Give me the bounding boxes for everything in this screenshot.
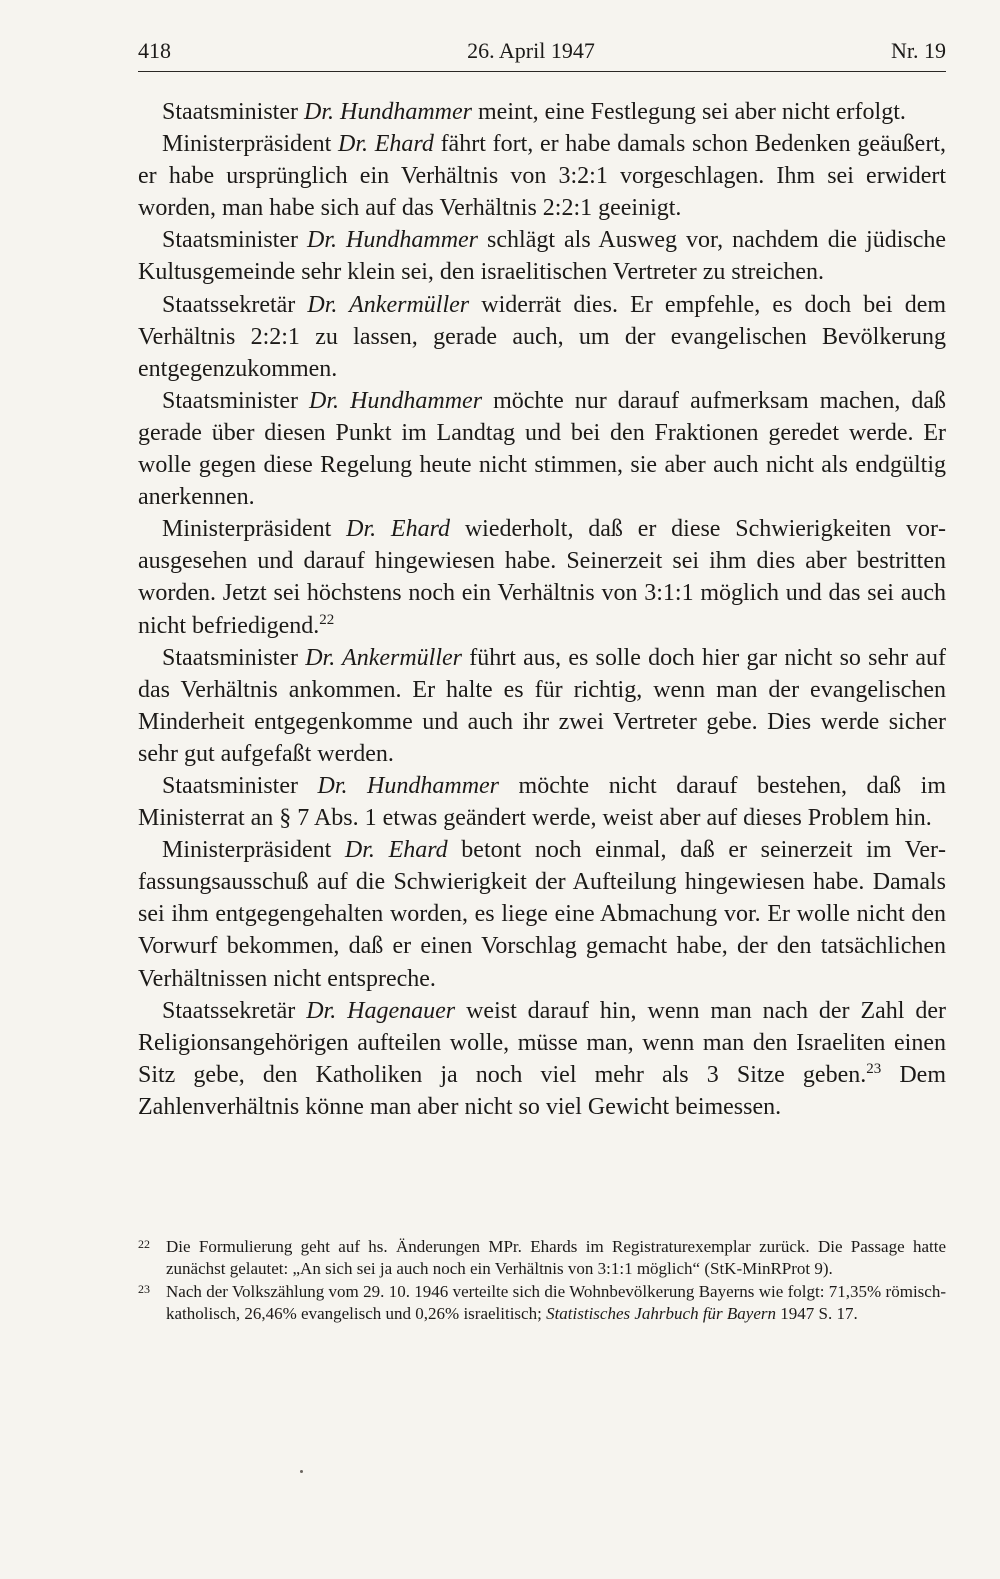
paragraph	[138, 513, 946, 641]
speaker-title: Dr.	[307, 227, 347, 254]
speaker-title: Dr.	[317, 772, 368, 799]
paragraph-text: widerrät dies. Er empfehle, es doch bei dem Verhältnis 2:2:1 zu lassen, gerade auch, um der evangelischen Bevölkerung entgegenzukommen.	[138, 291, 947, 382]
running-header	[138, 38, 946, 72]
paragraph-text: meint, eine Festlegung sei aber nicht erfolgt.	[472, 99, 906, 125]
paragraph-text: schlägt als Ausweg vor, nachdem die jüdische Kultusgemeinde sehr klein sei, den israelitischen Vertreter zu streichen.	[138, 227, 947, 286]
footnote-text: Die Formulierung geht auf hs. Änderungen MPr. Ehards im Registraturexemplar zurück. Die Passage hatte zunächst gelautet: „An sich sei ja auch noch ein Verhältnis von 3:1:1 möglich“ (StK-MinRProt 9).	[166, 1237, 946, 1279]
speaker-title: Dr.	[338, 131, 375, 158]
paragraph	[138, 642, 946, 770]
speaker-name: Hundhammer	[340, 99, 472, 125]
footnote-citation-title: Statistisches Jahrbuch für Bayern	[546, 1304, 777, 1324]
speaker-role: Staatsminister	[162, 644, 306, 671]
speaker-name: Ankermüller	[349, 291, 470, 318]
header-rule	[138, 71, 946, 72]
speaker-title: Dr.	[305, 644, 343, 671]
header-date: 26. April 1947	[467, 38, 595, 63]
paragraph	[138, 834, 946, 994]
speaker-title: Dr.	[306, 997, 348, 1024]
speaker-title: Dr.	[303, 99, 340, 125]
speaker-title: Dr.	[309, 387, 351, 414]
page-speck	[300, 1470, 303, 1473]
speaker-name: Ehard	[390, 516, 451, 543]
speaker-role: Staatsminister	[162, 772, 318, 799]
speaker-name: Hundhammer	[350, 387, 483, 414]
speaker-name: Hundhammer	[367, 772, 500, 799]
footnote-number: 22	[138, 1237, 150, 1251]
speaker-name: Ehard	[388, 837, 448, 864]
footnote-text: Nach der Volkszählung vom 29. 10. 1946 verteilte sich die Wohnbevölkerung Bayerns wie folgt: 71,35% römisch-katholisch, 26,46% evangelisch und 0,26% israelitisch;	[166, 1281, 946, 1324]
footnote-text: 1947 S. 17.	[776, 1304, 858, 1324]
paragraph	[138, 385, 946, 513]
speaker-role: Staatssekretär	[162, 997, 307, 1024]
paragraph	[138, 224, 946, 288]
speaker-role: Staatsminister	[162, 99, 304, 125]
main-text	[138, 96, 946, 1123]
speaker-role: Staatsminister	[162, 387, 310, 414]
footnote	[138, 1281, 946, 1326]
paragraph-text: möchte nur darauf aufmerksam machen, daß gerade über diesen Punkt im Landtag und bei den Fraktionen geredet werde. Er wolle gegen diese Regelung heute nicht stimmen, sie aber auch nicht als endgültig anerkennen.	[138, 387, 947, 511]
footnote-reference[interactable]: 22	[319, 611, 335, 628]
speaker-title: Dr.	[346, 516, 391, 543]
paragraph	[138, 96, 946, 128]
footnote-reference[interactable]: 23	[866, 1060, 882, 1077]
paragraph	[138, 128, 946, 224]
paragraph-text: führt aus, es solle doch hier gar nicht so sehr auf das Verhältnis ankommen. Er halte es für richtig, wenn man der evangelischen Minderheit entgegenkomme und auch ihr zwei Vertreter gebe. Dies werde sicher sehr gut aufgefaßt werden.	[138, 644, 947, 767]
paragraph-text: weist darauf hin, wenn man nach der Zahl der Religionsangehörigen aufteilen wolle, müsse man, wenn man den Israeliten einen Sitz gebe, den Katholiken ja noch viel mehr als 3 Sitze geben.	[138, 997, 947, 1088]
paragraph-text: betont noch einmal, daß er seinerzeit im Verfassungsausschuß auf die Schwierigkeit der Aufteilung hingewiesen habe. Damals sei ihm entgegengehalten worden, es liege eine Abmachung vor. Er wolle nicht den Vorwurf bekommen, daß er einen Vorschlag gemacht habe, der den tatsächlichen Verhältnissen nicht entspreche.	[138, 837, 946, 992]
paragraph-text: wiederholt, daß er diese Schwierigkeiten vorausgesehen und darauf hingewiesen habe. Seinerzeit sei ihm dies aber bestritten worden. Jetzt sei höchstens noch ein Verhältnis von 3:1:1 möglich und das sei auch nicht befriedigend.	[138, 516, 946, 639]
speaker-role: Ministerpräsident	[162, 131, 339, 158]
speaker-role: Staatsminister	[162, 227, 307, 254]
paragraph	[138, 289, 946, 385]
footnotes	[138, 1236, 946, 1326]
paragraph-text: fährt fort, er habe damals schon Bedenken geäußert, er habe ursprünglich ein Verhältnis von 3:2:1 vorgeschlagen. Ihm sei erwidert worden, man habe sich auf das Verhältnis 2:2:1 geeinigt.	[138, 131, 946, 222]
speaker-role: Ministerpräsident	[162, 837, 345, 864]
paragraph	[138, 770, 946, 834]
page-number: 418	[138, 38, 171, 63]
paragraph-text: möchte nicht darauf bestehen, daß im Ministerrat an § 7 Abs. 1 etwas geändert werde, weist aber auf dieses Problem hin.	[138, 772, 946, 832]
speaker-title: Dr.	[307, 291, 350, 318]
speaker-name: Ehard	[374, 131, 434, 158]
issue-number: Nr. 19	[890, 38, 946, 63]
speaker-role: Ministerpräsident	[162, 516, 347, 543]
speaker-title: Dr.	[344, 837, 389, 864]
speaker-name: Hundhammer	[346, 227, 479, 254]
speaker-role: Staatssekretär	[162, 291, 308, 318]
footnote	[138, 1236, 946, 1281]
speaker-name: Hagenauer	[347, 997, 456, 1024]
paragraph-text: Dem Zahlenverhältnis könne man aber nicht so viel Gewicht beimessen.	[138, 1061, 946, 1120]
paragraph	[138, 995, 946, 1123]
speaker-name: Ankermüller	[342, 644, 462, 671]
footnote-number: 23	[138, 1281, 150, 1296]
